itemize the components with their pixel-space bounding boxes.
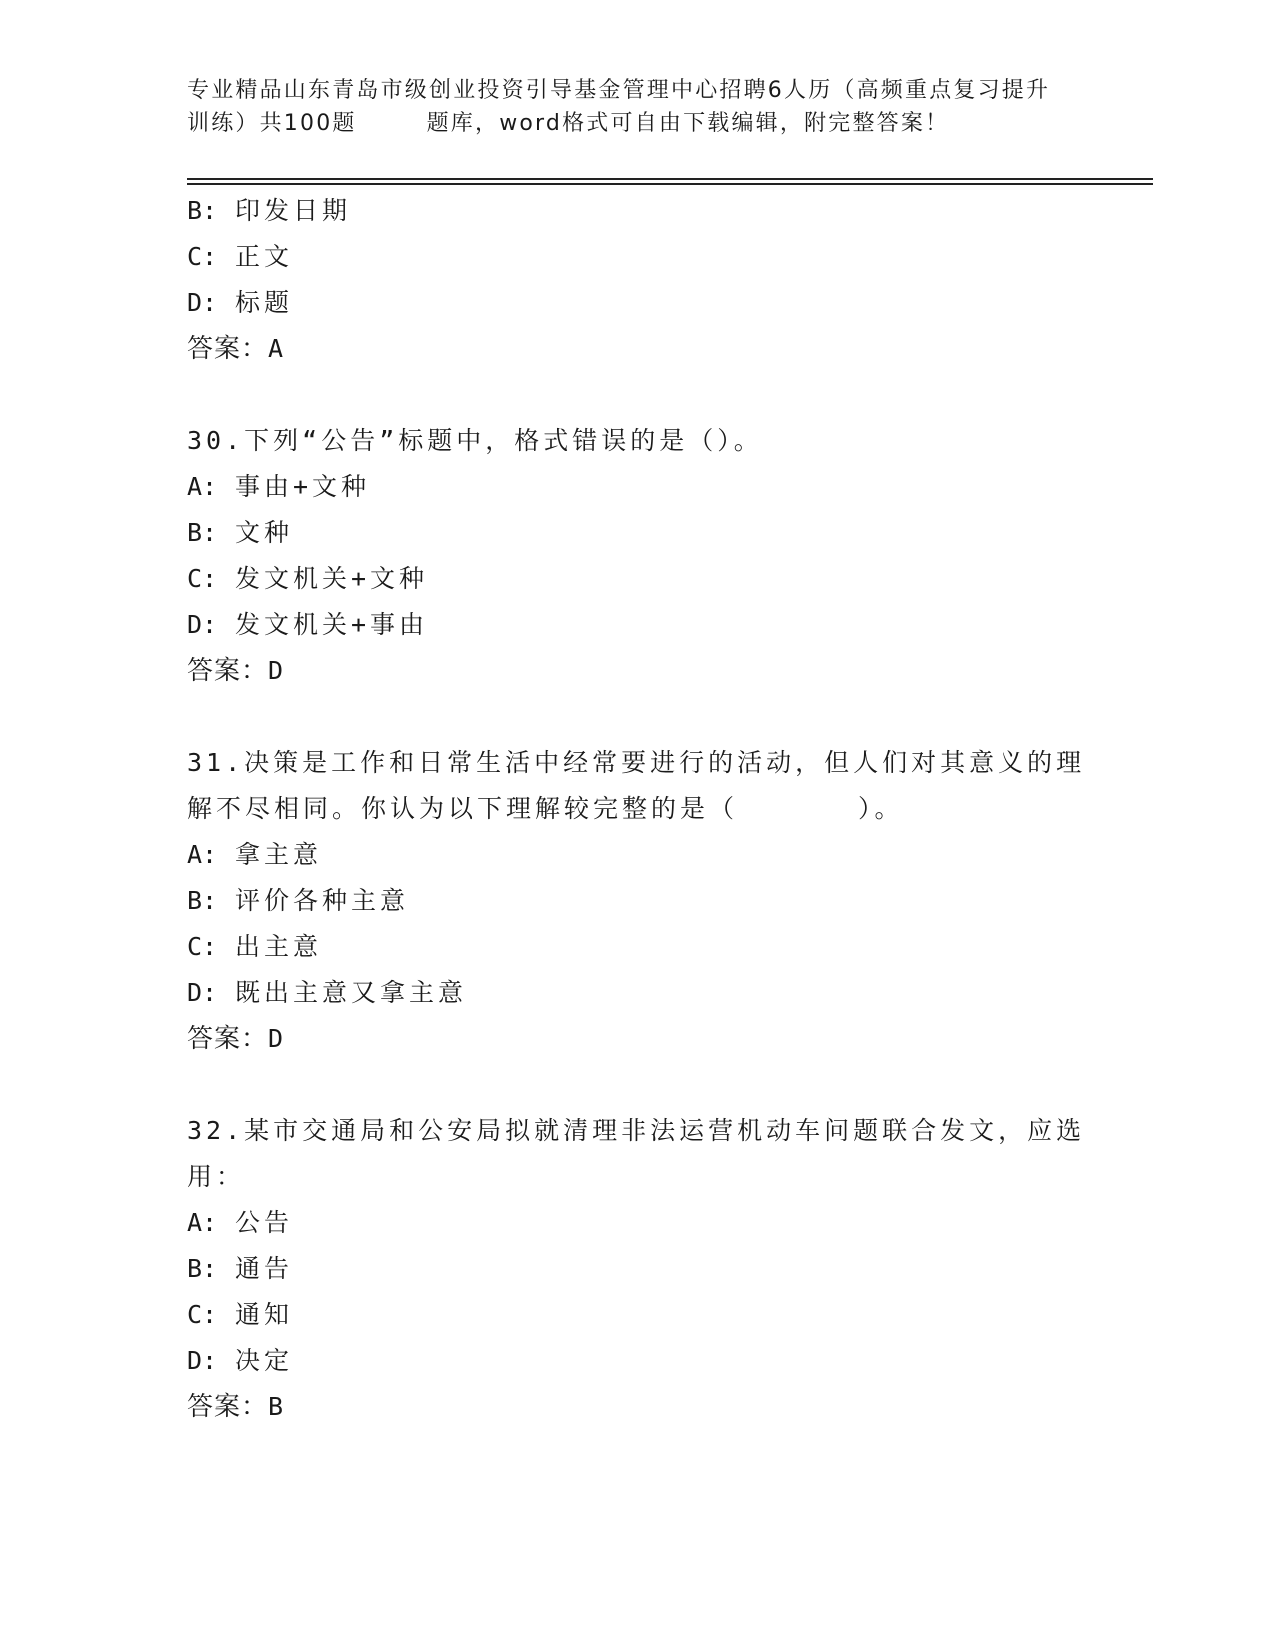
option-row (187, 556, 1087, 602)
option-text: 公告 (235, 1208, 294, 1237)
answer-label: 答案： (187, 1392, 269, 1422)
option-row (187, 924, 1087, 970)
option-text: 决定 (235, 1346, 294, 1375)
answer-label: 答案： (187, 1024, 269, 1054)
answer-row (187, 326, 1087, 372)
question-stem-continued (187, 786, 1087, 832)
question-31 (187, 740, 1087, 1062)
header-line-2b: 题库，word格式可自由下载编辑，附完整答案！ (426, 111, 950, 136)
option-row (187, 510, 1087, 556)
question-stem-part: 解不尽相同。你认为以下理解较完整的是（ (187, 794, 739, 823)
option-row (187, 188, 1087, 234)
option-text: 通知 (235, 1300, 294, 1329)
option-row (187, 234, 1087, 280)
header-divider-top (187, 178, 1153, 180)
option-text: 发文机关+事由 (235, 610, 429, 639)
header-line-1: 专业精品山东青岛市级创业投资引导基金管理中心招聘6人历（高频重点复习提升 (187, 78, 1051, 103)
answer-value: A (268, 334, 284, 363)
option-text: 事由+文种 (235, 472, 371, 501)
option-text: 拿主意 (235, 840, 323, 869)
option-letter: C: (187, 932, 218, 961)
answer-value: D (268, 1024, 284, 1053)
option-text: 出主意 (235, 932, 323, 961)
answer-label: 答案： (187, 334, 269, 364)
option-letter: B: (187, 196, 218, 225)
document-body (187, 188, 1087, 1430)
option-text: 通告 (235, 1254, 294, 1283)
question-29-tail (187, 188, 1087, 372)
option-row (187, 832, 1087, 878)
option-text: 正文 (235, 242, 294, 271)
option-letter: C: (187, 564, 218, 593)
option-row (187, 464, 1087, 510)
option-row (187, 1246, 1087, 1292)
option-row (187, 280, 1087, 326)
option-letter: B: (187, 886, 218, 915)
question-stem: 32.某市交通局和公安局拟就清理非法运营机动车问题联合发文，应选 (187, 1116, 1086, 1145)
answer-row (187, 648, 1087, 694)
option-letter: B: (187, 518, 218, 547)
option-row (187, 970, 1087, 1016)
option-row (187, 1338, 1087, 1384)
option-letter: D: (187, 288, 218, 317)
option-letter: B: (187, 1254, 218, 1283)
option-letter: A: (187, 472, 218, 501)
answer-value: D (268, 656, 284, 685)
option-row (187, 1292, 1087, 1338)
option-text: 发文机关+文种 (235, 564, 429, 593)
answer-row (187, 1384, 1087, 1430)
option-text: 印发日期 (235, 196, 352, 225)
option-text: 文种 (235, 518, 294, 547)
question-stem: 30.下列“公告”标题中，格式错误的是（）。 (187, 426, 763, 455)
answer-value: B (268, 1392, 284, 1421)
option-letter: D: (187, 1346, 218, 1375)
header-line-2a: 训练）共100题 (187, 111, 357, 136)
option-letter: C: (187, 1300, 218, 1329)
option-row (187, 1200, 1087, 1246)
option-text: 标题 (235, 288, 294, 317)
option-text: 评价各种主意 (235, 886, 410, 915)
header-divider-bottom (187, 183, 1153, 185)
option-row (187, 878, 1087, 924)
option-letter: D: (187, 610, 218, 639)
option-letter: A: (187, 1208, 218, 1237)
question-stem: 31.决策是工作和日常生活中经常要进行的活动，但人们对其意义的理 (187, 748, 1086, 777)
page-header (187, 74, 1087, 140)
question-30 (187, 418, 1087, 694)
option-letter: C: (187, 242, 218, 271)
option-letter: A: (187, 840, 218, 869)
option-text: 既出主意又拿主意 (235, 978, 468, 1007)
header-line-2 (187, 107, 1087, 140)
option-letter: D: (187, 978, 218, 1007)
question-stem-continued: 用： (187, 1162, 246, 1191)
answer-row (187, 1016, 1087, 1062)
option-row (187, 602, 1087, 648)
answer-label: 答案： (187, 656, 269, 686)
question-stem-part: ）。 (858, 794, 904, 823)
question-32 (187, 1108, 1087, 1430)
